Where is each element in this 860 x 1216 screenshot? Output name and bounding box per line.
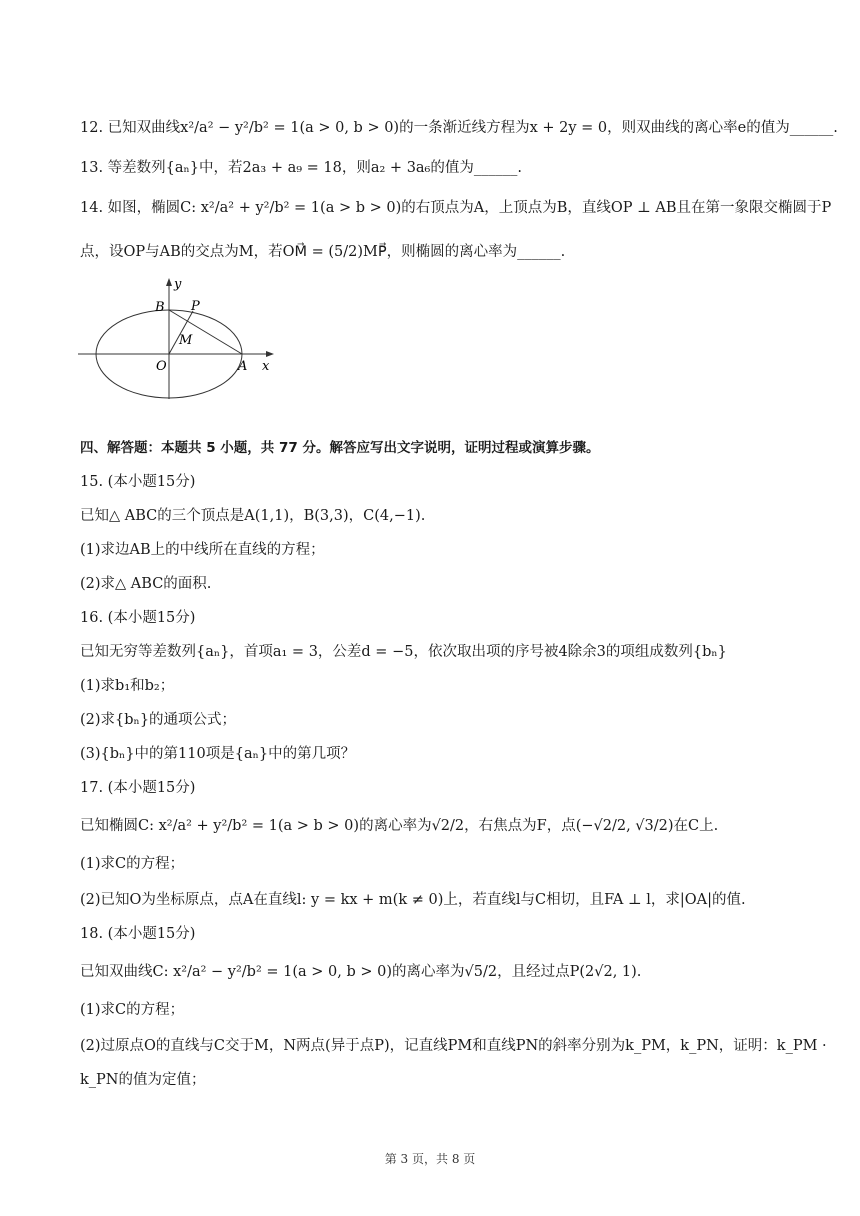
- problem-15-heading: 15. (本小题15分): [80, 474, 196, 490]
- label-M: M: [179, 333, 193, 348]
- problem-18-part2-line2: k_PN的值为定值；: [80, 1072, 206, 1088]
- problem-18-part1: (1)求C的方程；: [80, 1002, 185, 1018]
- problem-16-heading: 16. (本小题15分): [80, 610, 196, 626]
- problem-16-stem: 已知无穷等差数列{aₙ}，首项a₁ = 3，公差d = −5，依次取出项的序号被4除余3的项组成数列{bₙ}: [80, 644, 727, 660]
- problem-15-part2: (2)求△ ABC的面积.: [80, 576, 212, 592]
- ellipse-figure: [76, 274, 286, 402]
- problem-14-line2: 点，设OP与AB的交点为M，若OM⃗ = (5/2)MP⃗，则椭圆的离心率为______.: [80, 244, 566, 260]
- problem-17-stem: 已知椭圆C: x²/a² + y²/b² = 1(a > b > 0)的离心率为√2/2，右焦点为F，点(−√2/2, √3/2)在C上.: [80, 818, 719, 834]
- y-axis-arrow: [166, 278, 172, 286]
- label-x: x: [262, 359, 270, 374]
- label-P: P: [191, 299, 200, 314]
- problem-18-part2-line1: (2)过原点O的直线与C交于M，N两点(异于点P)，记直线PM和直线PN的斜率分别为k_PM，k_PN，证明：k_PM ·: [80, 1038, 827, 1054]
- problem-12: 12. 已知双曲线x²/a² − y²/b² = 1(a > 0, b > 0)的一条渐近线方程为x + 2y = 0，则双曲线的离心率e的值为______.: [80, 120, 838, 136]
- section-heading: 四、解答题：本题共 5 小题，共 77 分。解答应写出文字说明，证明过程或演算步骤。: [80, 440, 600, 456]
- label-B: B: [155, 300, 165, 315]
- problem-16-part2: (2)求{bₙ}的通项公式；: [80, 712, 237, 728]
- problem-16-part3: (3){bₙ}中的第110项是{aₙ}中的第几项？: [80, 746, 356, 762]
- label-y: y: [174, 277, 182, 292]
- x-axis-arrow: [266, 351, 274, 357]
- problem-15-stem: 已知△ ABC的三个顶点是A(1,1)，B(3,3)，C(4,−1).: [80, 508, 426, 524]
- problem-17-heading: 17. (本小题15分): [80, 780, 196, 796]
- label-A: A: [238, 359, 248, 374]
- problem-16-part1: (1)求b₁和b₂；: [80, 678, 175, 694]
- page-footer: 第 3 页，共 8 页: [384, 1152, 476, 1166]
- problem-17-part1: (1)求C的方程；: [80, 856, 185, 872]
- problem-15-part1: (1)求边AB上的中线所在直线的方程；: [80, 542, 325, 558]
- problem-13: 13. 等差数列{aₙ}中，若2a₃ + a₉ = 18，则a₂ + 3a₆的值为______.: [80, 160, 522, 176]
- problem-18-heading: 18. (本小题15分): [80, 926, 196, 942]
- problem-14-line1: 14. 如图，椭圆C: x²/a² + y²/b² = 1(a > b > 0)的右顶点为A，上顶点为B，直线OP ⊥ AB且在第一象限交椭圆于P: [80, 200, 832, 216]
- label-O: O: [156, 359, 167, 374]
- problem-18-stem: 已知双曲线C: x²/a² − y²/b² = 1(a > 0, b > 0)的离心率为√5/2，且经过点P(2√2, 1).: [80, 964, 642, 980]
- problem-17-part2: (2)已知O为坐标原点，点A在直线l: y = kx + m(k ≠ 0)上，若直线l与C相切，且FA ⊥ l，求|OA|的值.: [80, 892, 746, 908]
